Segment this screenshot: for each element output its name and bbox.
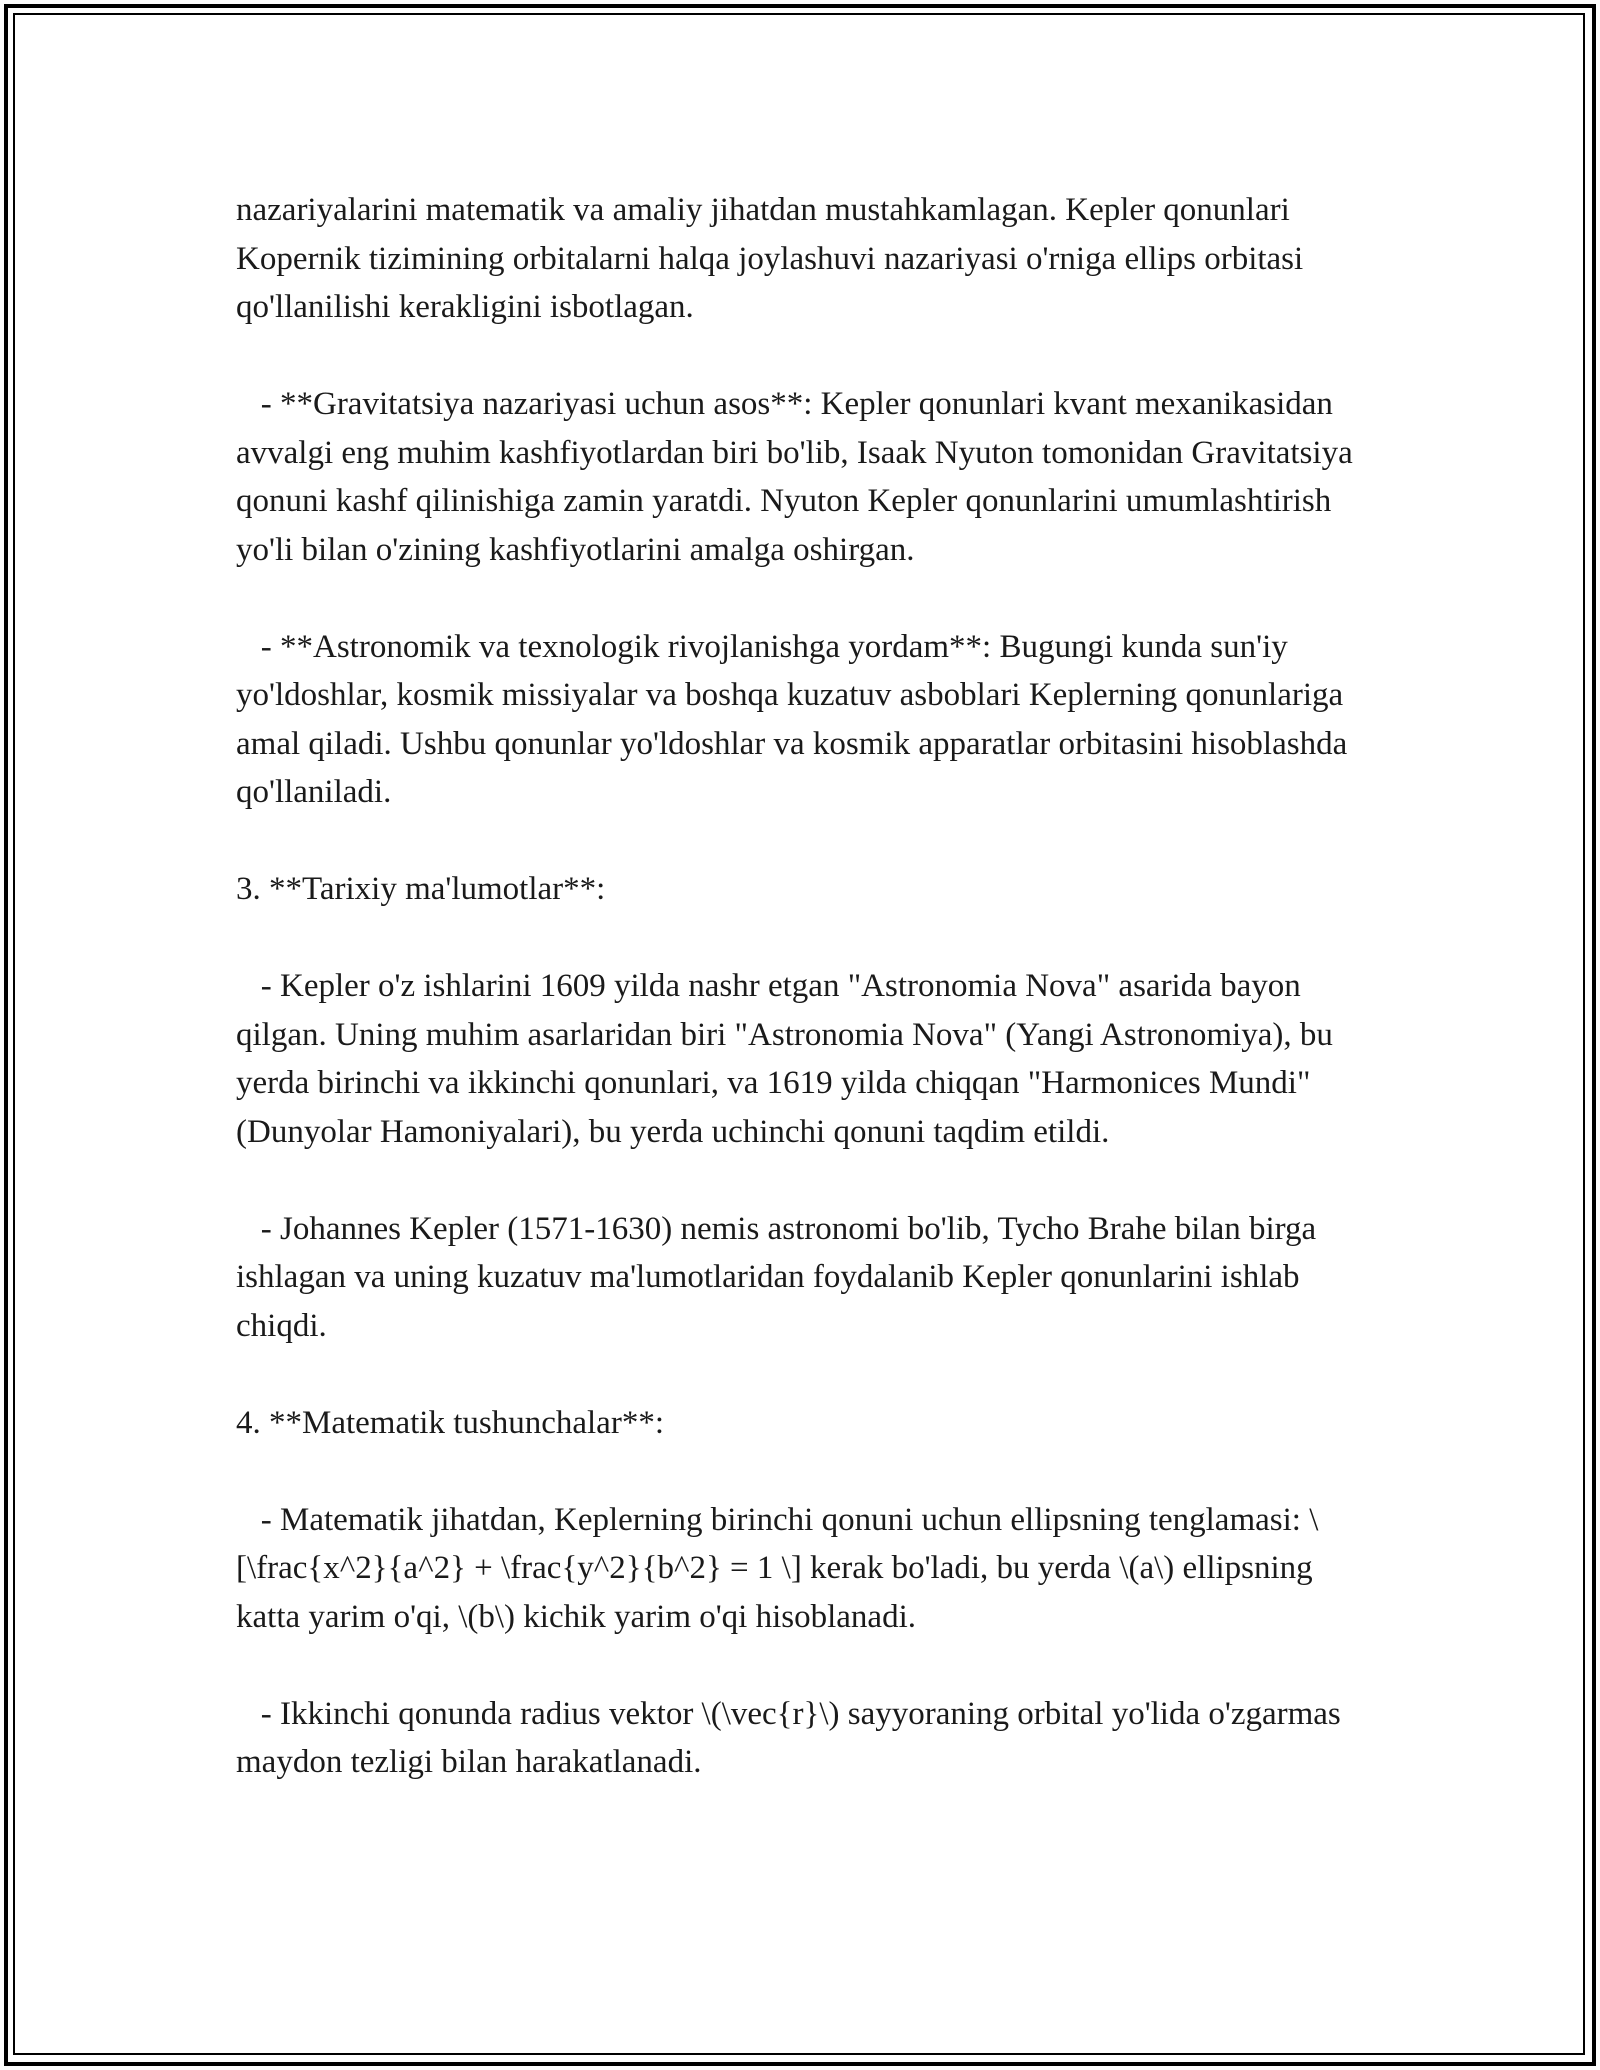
paragraph-gravitation-basis: - **Gravitatsiya nazariyasi uchun asos**: Kepler qonunlari kvant mexanikasidan avvalgi eng muhim kashfiyotlardan biri bo'lib, Isaak Nyuton tomonidan Gravitatsiya qonuni kashf qilinishiga zamin yaratdi. Nyuton Kepler qonunlarini umumlashtirish yo'li bilan o'zining kashfiyotlarini amalga oshirgan. — [236, 386, 1361, 568]
paragraph-publications: - Kepler o'z ishlarini 1609 yilda nashr etgan "Astronomia Nova" asarida bayon qilgan. Uning muhim asarlaridan biri "Astronomia Nova" (Yangi Astronomiya), bu yerda birinchi va ikkinchi qonunlari, va 1619 yilda chiqqan "Harmonices Mundi" (Dunyolar Hamoniyalari), bu yerda uchinchi qonuni taqdim etildi. — [236, 968, 1342, 1150]
paragraph-ellipse-equation: - Matematik jihatdan, Keplerning birinchi qonuni uchun ellipsning tenglamasi: \[\frac{x^2}{a^2} + \frac{y^2}{b^2} = 1 \] kerak bo'ladi, bu yerda \(a\) ellipsning katta yarim o'qi, \(b\) kichik yarim o'qi hisoblanadi. — [236, 1501, 1321, 1635]
section-heading-historical: 3. **Tarixiy ma'lumotlar**: — [236, 871, 606, 907]
paragraph-kepler-biography: - Johannes Kepler (1571-1630) nemis astronomi bo'lib, Tycho Brahe bilan birga ishlagan va uning kuzatuv ma'lumotlaridan foydalanib Kepler qonunlarini ishlab chiqdi. — [236, 1210, 1325, 1344]
paragraph-intro: nazariyalarini matematik va amaliy jihatdan mustahkamlagan. Kepler qonunlari Kopernik tizimining orbitalarni halqa joylashuvi nazariyasi o'rniga ellips orbitasi qo'llanilishi kerakligini isbotlagan. — [236, 192, 1312, 325]
paragraph-radius-vector: - Ikkinchi qonunda radius vektor \(\vec{r}\) sayyoraning orbital yo'lida o'zgarmas maydon tezligi bilan harakatlanadi. — [236, 1695, 1350, 1780]
section-heading-mathematical: 4. **Matematik tushunchalar**: — [236, 1404, 664, 1441]
paragraph-astronomical-development: - **Astronomik va texnologik rivojlanishga yordam**: Bugungi kunda sun'iy yo'ldoshlar, kosmik missiyalar va boshqa kuzatuv asboblari Keplerning qonunlariga amal qiladi. Ushbu qonunlar yo'ldoshlar va kosmik apparatlar orbitasini hisoblashda qo'llaniladi. — [236, 628, 1356, 810]
document-body — [236, 186, 1366, 1787]
